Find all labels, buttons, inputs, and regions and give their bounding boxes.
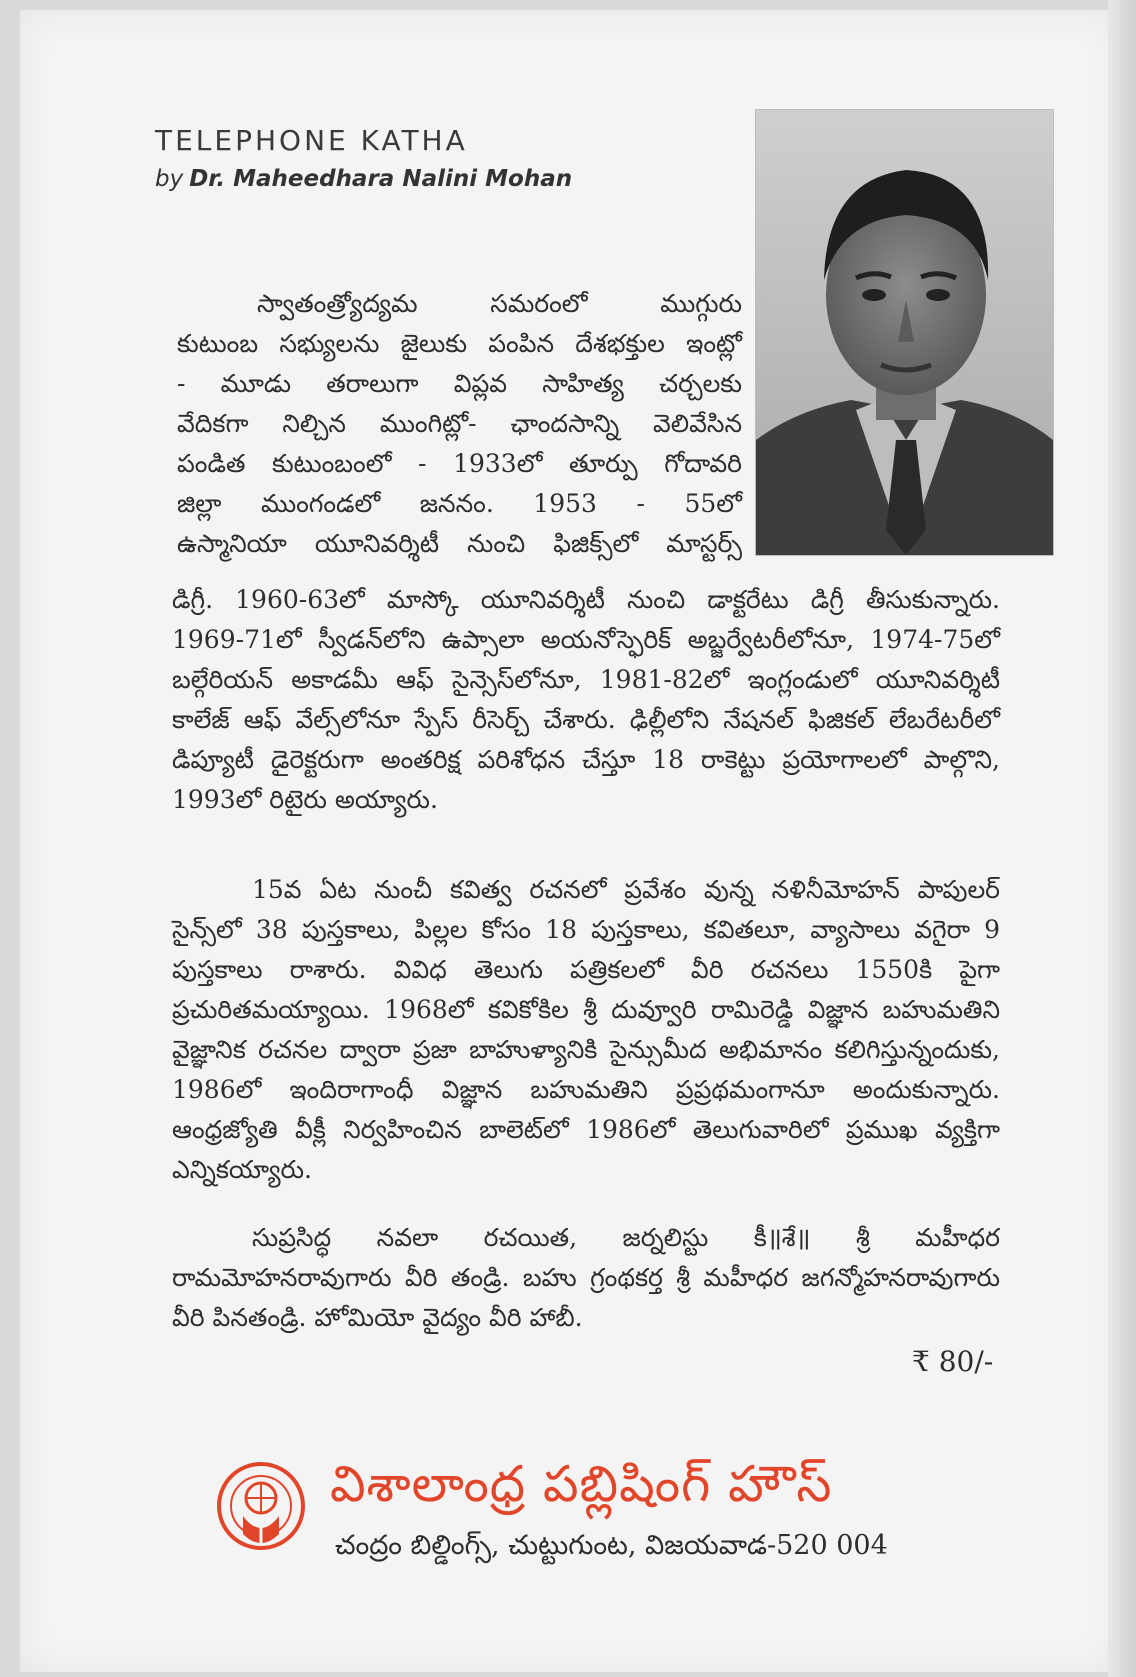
bio-line: - మూడు తరాలుగా విప్లవ సాహిత్య చర్చలకు (177, 369, 742, 398)
book-title: TELEPHONE KATHA (155, 124, 468, 157)
bio-paragraph-3 (172, 1218, 1000, 1338)
publisher-name: విశాలాంధ్ర పబ్లిషింగ్ హౌస్ (330, 1455, 833, 1513)
bio-column-narrow (177, 284, 742, 564)
bio-line: వైజ్ఞానిక రచనల ద్వారా ప్రజా బాహుళ్యానికి సైన్సుమీద అభిమానం కలిగిస్తున్నందుకు, (172, 1035, 1000, 1064)
publisher-logo-icon (215, 1460, 307, 1562)
bio-line: ఆంధ్రజ్యోతి వీక్లీ నిర్వహించిన బాలెట్‌లో 1986లో తెలుగువారిలో ప్రముఖ వ్యక్తిగా (172, 1115, 1000, 1144)
bio-paragraph-2 (172, 870, 1000, 1190)
author-photo (755, 109, 1054, 556)
bio-line: రామమోహనరావుగారు వీరి తండ్రి. బహు గ్రంథకర్త శ్రీ మహీధర జగన్మోహనరావుగారు (172, 1263, 1000, 1292)
bio-line: సుప్రసిద్ధ నవలా రచయిత, జర్నలిస్టు కీ॥శే॥ శ్రీ మహీధర (252, 1223, 1000, 1252)
bio-line: కాలేజ్ ఆఫ్ వేల్స్‌లోనూ స్పేస్ రీసెర్చ్ చేశారు. ఢిల్లీలోని నేషనల్ ఫిజికల్ లేబరేటరీలో (172, 705, 1000, 734)
bio-line: 1993లో రిటైరు అయ్యారు. (172, 785, 438, 814)
bio-column-wide (172, 580, 1000, 820)
bio-line: వీరి పినతండ్రి. హోమియో వైద్యం వీరి హాబీ. (172, 1303, 583, 1332)
bio-line: డిగ్రీ. 1960-63లో మాస్కో యూనివర్శిటీ నుంచి డాక్టరేటు డిగ్రీ తీసుకున్నారు. (172, 585, 1000, 614)
bio-line: ప్రచురితమయ్యాయి. 1968లో కవికోకిల శ్రీ దువ్వూరి రామిరెడ్డి విజ్ఞాన బహుమతిని (172, 995, 1000, 1024)
price-label: ₹ 80/- (912, 1345, 994, 1378)
byline-prefix: by (155, 166, 184, 192)
bio-line: 1969-71లో స్వీడన్‌లోని ఉప్సాలా అయనోస్ఫెరిక్ అబ్జర్వేటరీలోనూ, 1974-75లో (172, 625, 1000, 654)
bio-line: జిల్లా ముంగండలో జననం. 1953 - 55లో (177, 489, 742, 518)
bio-line: కుటుంబ సభ్యులను జైలుకు పంపిన దేశభక్తుల ఇంట్లో (177, 329, 742, 358)
bio-line: ఎన్నికయ్యారు. (172, 1155, 312, 1184)
bio-line: పండిత కుటుంబంలో - 1933లో తూర్పు గోదావరి (177, 449, 742, 478)
bio-line: 1986లో ఇందిరాగాంధీ విజ్ఞాన బహుమతిని ప్రప్రథమంగానూ అందుకున్నారు. (172, 1075, 1000, 1104)
bio-line: బల్గేరియన్ అకాడమీ ఆఫ్ సైన్సెస్‌లోనూ, 1981-82లో ఇంగ్లండులో యూనివర్శిటీ (172, 665, 1000, 694)
bio-line: ఉస్మానియా యూనివర్శిటీ నుంచి ఫిజిక్స్‌లో మాస్టర్స్ (177, 529, 742, 558)
book-edge (1108, 0, 1136, 1677)
byline (155, 166, 572, 192)
bio-line: స్వాతంత్ర్యోద్యమ సమరంలో ముగ్గురు (257, 289, 742, 318)
author-name: Dr. Maheedhara Nalini Mohan (189, 166, 573, 192)
publisher-address: చంద్రం బిల్డింగ్స్, చుట్టుగుంట, విజయవాడ-520 004 (335, 1530, 888, 1561)
bio-line: వేదికగా నిల్చిన ముంగిట్లో- ఛాందసాన్ని వెలివేసిన (177, 409, 742, 438)
bio-line: సైన్స్‌లో 38 పుస్తకాలు, పిల్లల కోసం 18 పుస్తకాలు, కవితలూ, వ్యాసాలు వగైరా 9 (172, 915, 1000, 944)
bio-line: పుస్తకాలు రాశారు. వివిధ తెలుగు పత్రికలలో వీరి రచనలు 1550కి పైగా (172, 955, 1000, 984)
bio-line: 15వ ఏట నుంచీ కవిత్వ రచనలో ప్రవేశం వున్న నళినీమోహన్ పాపులర్ (252, 875, 1000, 904)
bio-line: డిప్యూటీ డైరెక్టరుగా అంతరిక్ష పరిశోధన చేస్తూ 18 రాకెట్టు ప్రయోగాలలో పాల్గొని, (172, 745, 1000, 774)
